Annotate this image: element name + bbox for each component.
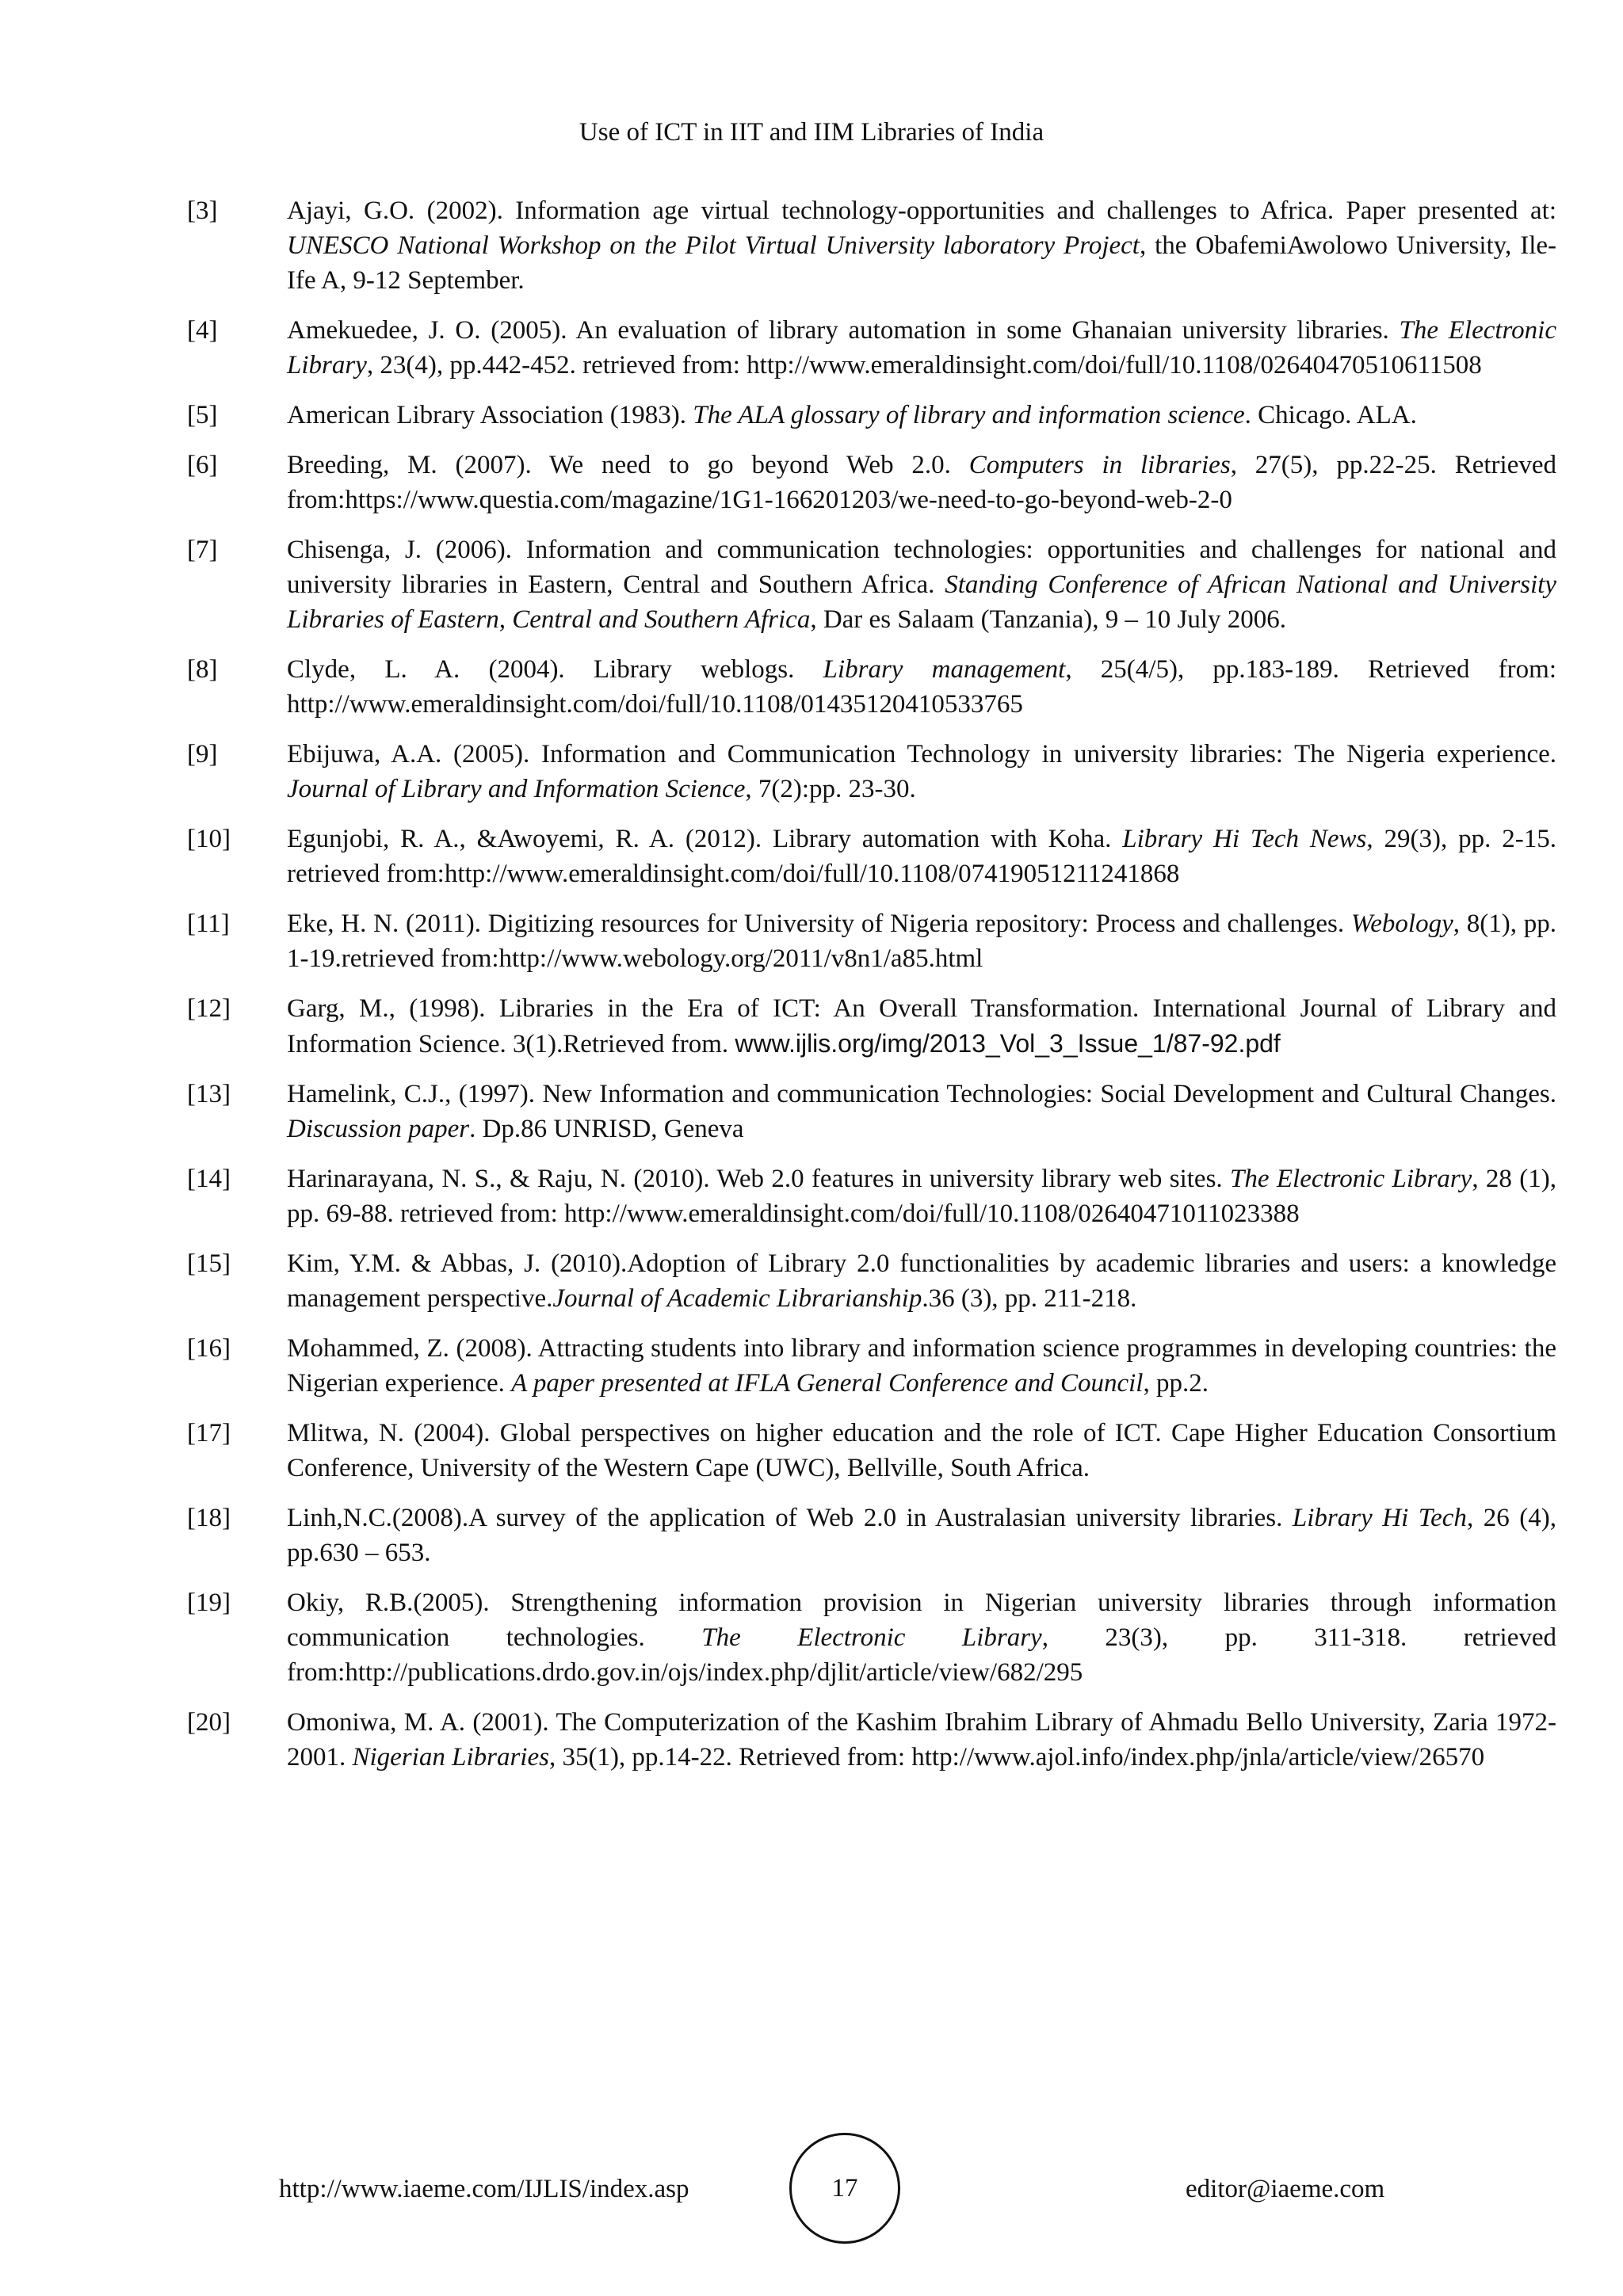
reference-item [0,1416,1623,1486]
reference-number: [20] [187,1708,231,1737]
reference-text [287,1705,1556,1775]
reference-fragment: Ebijuwa, A.A. (2005). Information and Communication Technology in university libraries: The Nigeria experience. [287,740,1556,769]
reference-fragment: Omoniwa, M. A. (2001). The Computerization of the Kashim Ibrahim Library of Ahmadu Bello University, Zaria 1972-2001. [287,1708,1556,1772]
reference-fragment: Kim, Y.M. & Abbas, J. (2010).Adoption of Library 2.0 functionalities by academic libraries and users: a knowledge management perspective. [287,1249,1556,1313]
reference-fragment: Breeding, M. (2007). We need to go beyond Web 2.0. [287,451,969,479]
reference-source-title: Computers in libraries [968,451,1231,479]
reference-text [287,193,1556,298]
reference-number: [13] [187,1080,231,1108]
reference-item [0,1501,1623,1570]
reference-text [287,906,1556,976]
reference-fragment: Amekuedee, J. O. (2005). An evaluation of library automation in some Ghanaian university libraries. [287,316,1400,345]
reference-text [287,448,1556,517]
reference-item [0,1161,1623,1231]
reference-number: [9] [187,740,218,769]
reference-number: [17] [187,1419,231,1447]
reference-item [0,822,1623,891]
reference-fragment: Linh,N.C.(2008).A survey of the application of Web 2.0 in Australasian university libraries. [287,1504,1293,1532]
reference-source-title: Journal of Library and Information Science [287,775,746,803]
reference-fragment: , the ObafemiAwolowo University, Ile-Ife A, 9-12 September. [287,231,1556,295]
reference-text [287,822,1556,891]
reference-item [0,1331,1623,1401]
reference-fragment: . Dp.86 UNRISD, Geneva [469,1115,744,1143]
reference-number: [6] [187,451,218,479]
reference-number: [12] [187,994,231,1023]
reference-fragment: Egunjobi, R. A., &Awoyemi, R. A. (2012). Library automation with Koha. [287,825,1123,853]
reference-text [287,737,1556,807]
reference-text [287,652,1556,722]
footer-url[interactable]: http://www.iaeme.com/IJLIS/index.asp [279,2175,689,2203]
reference-number: [8] [187,655,218,684]
reference-source-title: Webology [1350,910,1453,938]
reference-fragment: Garg, M., (1998). Libraries in the Era of ICT: An Overall Transformation. International Journal of Library and Information Science. 3(1).Retrieved from. [287,994,1556,1058]
reference-item [0,448,1623,517]
reference-fragment: , 29(3), pp. 2-15. retrieved from:http://www.emeraldinsight.com/doi/full/10.1108/07419051211241868 [287,825,1557,888]
reference-fragment: , 27(5), pp.22-25. Retrieved from:https://www.questia.com/magazine/1G1-166201203/we-need-to-go-beyond-web-2-0 [287,451,1556,514]
reference-source-title: Discussion paper [287,1115,470,1143]
reference-fragment: , 25(4/5), pp.183-189. Retrieved from: http://www.emeraldinsight.com/doi/full/10.1108/01435120410533765 [287,655,1556,719]
reference-fragment: , 28 (1), pp. 69-88. retrieved from: http://www.emeraldinsight.com/doi/full/10.1108/02640471011023388 [287,1165,1557,1228]
reference-source-title: Standing Conference of African National and University Libraries of Eastern, Central and Southern Africa [287,570,1556,634]
reference-item [0,193,1623,298]
reference-source-title: The Electronic Library [701,1623,1042,1652]
reference-source-title: Journal of Academic Librarianship [552,1284,922,1313]
reference-item [0,398,1623,433]
reference-number: [19] [187,1589,231,1617]
reference-source-title: Library management [823,655,1066,684]
footer-email[interactable]: editor@iaeme.com [1186,2175,1385,2203]
reference-source-title: A paper presented at IFLA General Conference and Council [511,1369,1144,1398]
reference-fragment: , 26 (4), pp.630 – 653. [287,1504,1556,1567]
reference-fragment: American Library Association (1983). [287,401,693,429]
reference-source-title: Library Hi Tech News [1122,825,1367,853]
reference-number: [16] [187,1334,231,1363]
reference-item [0,1077,1623,1146]
reference-fragment: Eke, H. N. (2011). Digitizing resources for University of Nigeria repository: Process and challenges. [287,910,1351,938]
reference-text [287,1585,1556,1690]
reference-fragment: Mohammed, Z. (2008). Attracting students into library and information science programmes in developing countries: the Nigerian experience. [287,1334,1556,1398]
reference-text [287,1246,1556,1316]
reference-link: www.ijlis.org/img/2013_Vol_3_Issue_1/87-92.pdf [735,1029,1281,1058]
reference-source-title: Library Hi Tech [1292,1504,1467,1532]
reference-item [0,1705,1623,1775]
reference-number: [15] [187,1249,231,1278]
reference-text [287,398,1556,433]
reference-fragment: Mlitwa, N. (2004). Global perspectives on higher education and the role of ICT. Cape Higher Education Consortium Conference, University of the Western Cape (UWC), Bellville, South Africa. [287,1419,1556,1482]
reference-number: [7] [187,536,218,564]
reference-source-title: UNESCO National Workshop on the Pilot Virtual University laboratory Project [287,231,1140,260]
reference-item [0,1585,1623,1690]
reference-number: [10] [187,825,231,853]
reference-number: [3] [187,196,218,225]
reference-text [287,1501,1556,1570]
reference-source-title: The Electronic Library [1230,1165,1472,1193]
reference-item [0,313,1623,383]
reference-text [287,1077,1556,1146]
reference-item [0,991,1623,1062]
reference-item [0,906,1623,976]
reference-fragment: , 8(1), pp. 1-19.retrieved from:http://www.webology.org/2011/v8n1/a85.html [287,910,1556,973]
reference-item [0,532,1623,637]
reference-list [0,193,1623,1790]
reference-text [287,313,1556,383]
reference-fragment: , 23(4), pp.442-452. retrieved from: http://www.emeraldinsight.com/doi/full/10.1108/02640470510611508 [366,351,1482,379]
reference-number: [4] [187,316,218,345]
reference-item [0,737,1623,807]
reference-number: [11] [187,910,230,938]
reference-fragment: Chisenga, J. (2006). Information and communication technologies: opportunities and challenges for national and university libraries in Eastern, Central and Southern Africa. [287,536,1556,599]
reference-fragment: , 7(2):pp. 23-30. [745,775,916,803]
reference-item [0,652,1623,722]
reference-fragment: Ajayi, G.O. (2002). Information age virtual technology-opportunities and challenges to Africa. Paper presented at: [287,196,1556,225]
reference-number: [14] [187,1165,231,1193]
reference-text [287,1331,1556,1401]
page-number: 17 [789,2133,900,2244]
reference-fragment: .36 (3), pp. 211-218. [922,1284,1137,1313]
reference-fragment: Okiy, R.B.(2005). Strengthening information provision in Nigerian university libraries through information communication technologies. [287,1589,1556,1652]
reference-text [287,991,1556,1062]
reference-source-title: Nigerian Libraries [352,1743,549,1772]
running-header: Use of ICT in IIT and IIM Libraries of India [579,118,1044,147]
reference-text [287,532,1556,637]
reference-text [287,1161,1556,1231]
reference-fragment: , Dar es Salaam (Tanzania), 9 – 10 July 2006. [810,605,1287,634]
reference-fragment: , 35(1), pp.14-22. Retrieved from: http://www.ajol.info/index.php/jnla/article/view/26570 [548,1743,1485,1772]
reference-fragment: . Chicago. ALA. [1244,401,1417,429]
reference-fragment: Harinarayana, N. S., & Raju, N. (2010). Web 2.0 features in university library web sites. [287,1165,1231,1193]
reference-fragment: Hamelink, C.J., (1997). New Information and communication Technologies: Social Development and Cultural Changes. [287,1080,1556,1108]
reference-item [0,1246,1623,1316]
reference-text [287,1416,1556,1486]
reference-number: [18] [187,1504,231,1532]
reference-source-title: The ALA glossary of library and information science [693,401,1245,429]
reference-fragment: Clyde, L. A. (2004). Library weblogs. [287,655,823,684]
reference-source-title: The Electronic Library [287,316,1556,379]
reference-fragment: , pp.2. [1143,1369,1209,1398]
reference-fragment: , 23(3), pp. 311-318. retrieved from:http://publications.drdo.gov.in/ojs/index.php/djlit/article/view/682/295 [287,1623,1557,1687]
reference-number: [5] [187,401,218,429]
